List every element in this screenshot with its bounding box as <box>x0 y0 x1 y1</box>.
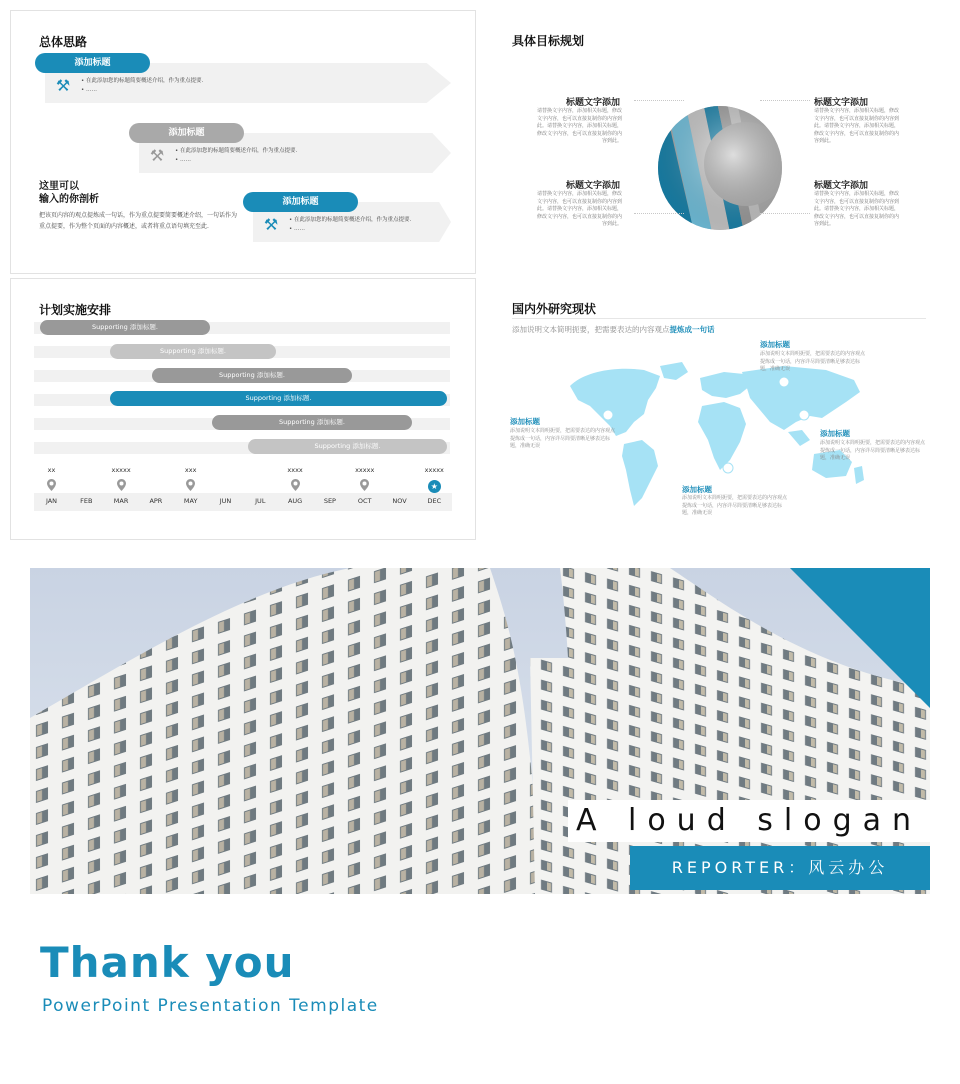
item-body: 请替换文字内容，添加相关标题，修改文字内容，也可以直接复制你的内容到此。请替换文字内容，添加相关标题，修改文字内容，也可以直接复制你的内容到此。 <box>814 191 900 228</box>
month-label: JAN <box>45 497 58 505</box>
tools-icon: ⚒ <box>149 146 165 165</box>
item-body: 请替换文字内容，添加相关标题，修改文字内容，也可以直接复制你的内容到此。请替换文字内容，添加相关标题，修改文字内容，也可以直接复制你的内容到此。 <box>536 108 622 145</box>
row-pill: 添加标题 <box>129 123 244 143</box>
row-text: • 在此添加您的标题简要概述介绍，作为重点提要. • …… <box>289 216 411 234</box>
map-label-body: 添加说明文本简明扼要，把需要表达的内容观点提炼成一句话，内容详尽简要清晰足够表达标题，准确无误 <box>682 495 788 516</box>
thank-you-heading: Thank you <box>40 938 295 987</box>
milestone-label: xxxx <box>287 466 303 474</box>
milestone-label: xxxxx <box>355 466 375 474</box>
month-label: DEC <box>427 497 442 505</box>
month-label: MAR <box>113 497 129 505</box>
reporter-text: REPORTER：风云办公 <box>671 858 889 877</box>
month-label: FEB <box>80 497 93 505</box>
slide-target-plan[interactable] <box>484 10 950 274</box>
month-label: SEP <box>323 497 336 505</box>
milestone-label: xxxxx <box>424 466 444 474</box>
row-pill: 添加标题 <box>35 53 150 73</box>
month-label: AUG <box>287 497 303 505</box>
item-title: 标题文字添加 <box>566 181 621 191</box>
slide-subtitle: 添加说明文本简明扼要，把需要表达的内容观点提炼成一句话 <box>512 325 715 334</box>
map-label-title: 添加标题 <box>820 429 850 438</box>
map-label-body: 添加说明文本简明扼要，把需要表达的内容观点提炼成一句话，内容详尽简要清晰足够表达标题，准确无误 <box>510 428 616 449</box>
row-text: • 在此添加您的标题简要概述介绍，作为重点提要. • …… <box>81 77 203 95</box>
tools-icon: ⚒ <box>55 76 71 95</box>
map-pin-icon <box>278 479 313 494</box>
gantt-task[interactable]: Supporting 添加标题. <box>212 415 412 430</box>
month-label: JUN <box>219 497 232 505</box>
tools-icon: ⚒ <box>263 215 279 234</box>
map-label-title: 添加标题 <box>510 417 540 426</box>
month-label: MAY <box>183 497 198 505</box>
milestone-label: xxxxx <box>111 466 131 474</box>
gantt-task[interactable]: Supporting 添加标题. <box>110 391 447 406</box>
side-title: 这里可以 输入的你剖析 <box>39 181 99 205</box>
slogan-text: A loud slogan <box>575 803 923 838</box>
slide-title: 具体目标规划 <box>512 34 585 48</box>
row-text: • 在此添加您的标题简要概述介绍，作为重点提要. • …… <box>175 147 297 165</box>
month-label: APR <box>149 497 163 505</box>
map-pin-icon <box>173 479 208 494</box>
connector-line <box>634 100 684 101</box>
map-label-body: 添加说明文本简明扼要，把需要表达的内容观点提炼成一句话，内容详尽简要清晰足够表达标题，准确无误 <box>820 440 926 461</box>
item-body: 请替换文字内容，添加相关标题，修改文字内容，也可以直接复制你的内容到此。请替换文字内容，添加相关标题，修改文字内容，也可以直接复制你的内容到此。 <box>814 108 900 145</box>
gantt-task[interactable]: Supporting 添加标题. <box>40 320 210 335</box>
slide-title: 国内外研究现状 <box>512 302 597 316</box>
map-label-title: 添加标题 <box>682 485 712 494</box>
template-subtitle: PowerPoint Presentation Template <box>42 996 379 1016</box>
gantt-task[interactable]: Supporting 添加标题. <box>152 368 352 383</box>
side-body: 把该页内容的观点提炼成一句话，作为重点提要简要概述介绍，一句话作为重点提要，作为整个页面的内容概述，或者将重点语句填充至此. <box>39 212 238 230</box>
map-pin-icon <box>104 479 139 494</box>
title-divider <box>512 318 926 319</box>
slide-overall-approach[interactable] <box>10 10 476 274</box>
month-label: NOV <box>392 497 407 505</box>
month-label: JUL <box>255 497 266 505</box>
slide-research-status[interactable] <box>484 278 950 540</box>
striped-sphere-graphic <box>654 102 786 234</box>
map-pin-icon <box>34 479 69 494</box>
row-pill: 添加标题 <box>243 192 358 212</box>
star-marker-icon: ★ <box>417 479 452 493</box>
item-body: 请替换文字内容，添加相关标题，修改文字内容，也可以直接复制你的内容到此。请替换文字内容，添加相关标题，修改文字内容，也可以直接复制你的内容到此。 <box>536 191 622 228</box>
item-title: 标题文字添加 <box>566 98 621 108</box>
gantt-task[interactable]: Supporting 添加标题. <box>110 344 276 359</box>
milestone-label: xxx <box>184 466 197 474</box>
item-title: 标题文字添加 <box>814 181 869 191</box>
connector-line <box>634 213 684 214</box>
map-label-title: 添加标题 <box>760 340 790 349</box>
gantt-task[interactable]: Supporting 添加标题. <box>248 439 447 454</box>
map-pin-icon <box>347 479 382 494</box>
slide-title: 总体思路 <box>39 35 88 49</box>
connector-line <box>760 100 810 101</box>
month-label: OCT <box>357 497 372 505</box>
item-title: 标题文字添加 <box>814 98 869 108</box>
milestone-label: xx <box>47 466 56 474</box>
connector-line <box>760 213 810 214</box>
slide-title: 计划实施安排 <box>39 303 112 317</box>
map-label-body: 添加说明文本简明扼要，把需要表达的内容观点提炼成一句话，内容详尽简要清晰足够表达标题，准确无误 <box>760 351 866 372</box>
